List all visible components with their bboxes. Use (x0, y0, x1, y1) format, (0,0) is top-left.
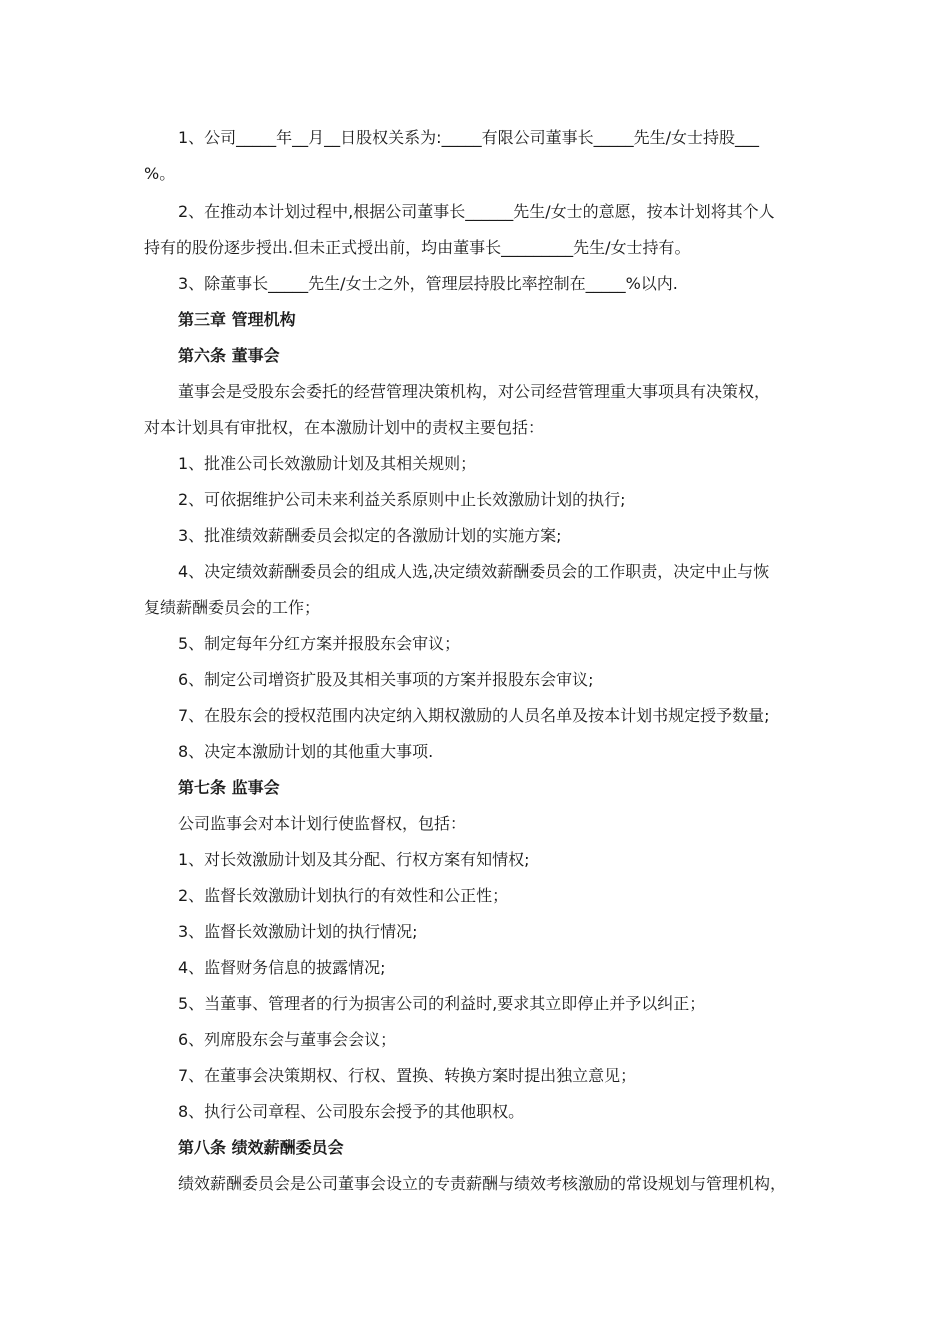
list-item: 2、监督长效激励计划执行的有效性和公正性； (178, 886, 509, 905)
list-item: 4、监督财务信息的披露情况; (178, 958, 386, 977)
list-item: 1、批准公司长效激励计划及其相关规则； (178, 454, 477, 473)
supervisory-description: 公司监事会对本计划行使监督权，包括： (178, 814, 467, 833)
list-item: 1、对长效激励计划及其分配、行权方案有知情权; (178, 850, 530, 869)
list-item: 3、批准绩效薪酬委员会拟定的各激励计划的实施方案; (178, 526, 562, 545)
article-8-heading: 第八条 绩效薪酬委员会 (178, 1138, 344, 1157)
list-item-continued: 复绩薪酬委员会的工作； (144, 598, 321, 617)
article-6-heading: 第六条 董事会 (178, 346, 280, 365)
article-7-heading: 第七条 监事会 (178, 778, 280, 797)
clause-3-ratio: 3、除董事长_____先生/女士之外，管理层持股比率控制在_____%以内. (178, 274, 678, 293)
list-item: 6、列席股东会与董事会会议； (178, 1030, 397, 1049)
clause-2-transfer: 2、在推动本计划过程中,根据公司董事长______先生/女士的意愿，按本计划将其个人 (178, 202, 775, 221)
committee-description: 绩效薪酬委员会是公司董事会设立的专责薪酬与绩效考核激励的常设规划与管理机构， (178, 1174, 787, 1193)
list-item: 7、在股东会的授权范围内决定纳入期权激励的人员名单及按本计划书规定授予数量; (178, 706, 770, 725)
clause-1-continued: %。 (144, 164, 176, 183)
clause-1-equity: 1、公司_____年__月__日股权关系为:_____有限公司董事长_____先生/女士持股___ (178, 128, 759, 147)
list-item: 8、执行公司章程、公司股东会授予的其他职权。 (178, 1102, 525, 1121)
board-description-continued: 对本计划具有审批权，在本激励计划中的责权主要包括： (144, 418, 545, 437)
list-item: 4、决定绩效薪酬委员会的组成人选,决定绩效薪酬委员会的工作职责，决定中止与恢 (178, 562, 770, 581)
list-item: 8、决定本激励计划的其他重大事项. (178, 742, 434, 761)
clause-2-continued: 持有的股份逐步授出.但未正式授出前，均由董事长_________先生/女士持有。 (144, 238, 691, 257)
board-description: 董事会是受股东会委托的经营管理决策机构，对公司经营管理重大事项具有决策权， (178, 382, 771, 401)
list-item: 2、可依据维护公司未来利益关系原则中止长效激励计划的执行; (178, 490, 626, 509)
list-item: 5、当董事、管理者的行为损害公司的利益时,要求其立即停止并予以纠正； (178, 994, 706, 1013)
list-item: 3、监督长效激励计划的执行情况; (178, 922, 418, 941)
list-item: 5、制定每年分红方案并报股东会审议； (178, 634, 461, 653)
chapter-heading: 第三章 管理机构 (178, 310, 296, 329)
list-item: 6、制定公司增资扩股及其相关事项的方案并报股东会审议; (178, 670, 594, 689)
list-item: 7、在董事会决策期权、行权、置换、转换方案时提出独立意见； (178, 1066, 637, 1085)
